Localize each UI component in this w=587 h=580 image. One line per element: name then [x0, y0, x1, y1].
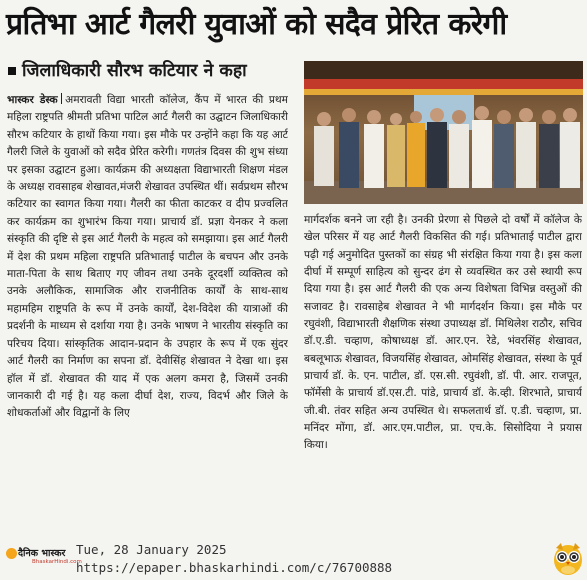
article-body-right-column: मार्गदर्शक बनने जा रही है। उनकी प्रेरणा से पिछले दो वर्षों में कॉलेज के खेल परिसर में यह आर्ट गैलरी विकसित की गई। प्रतिभाताई पाटील द्वारा पढ़ी गई अनुमोदित पुस्तकों का संग्रह भी संरक्षित किया गया है। इस कला दीर्घा में सम्पूर्ण साहित्य को सुन्दर ढंग से व्यवस्थित कर उसे स्थायी रूप दिया गया है। इस आर्ट गैलरी की एक अन्य विशेषता विभिन्न वस्तुओं की सजावट है। रावसाहेब शेखावत ने भी मार्गदर्शन किया। इस मौके पर रघुवंशी, विद्याभारती शैक्षणिक संस्था उपाध्यक्ष डॉ. मिथिलेश राठौर, सचिव डॉ.ए.डी. चव्हाण, कोषाध्यक्ष डॉ. आर.एन. रेडे, भंवरसिंह शेखावत, बबलूभाऊ शेखावत, विजयसिंह शेखावत, ओमसिंह शेखावत, संस्था के पूर्व प्राचार्य डॉ. के. एन. पाटील, डॉ. एस.सी. रघुवंशी, डॉ. पी. आर. राजपूत, फॉर्मेसी के प्राचार्य डॉ.एस.टी. पांडे, प्राचार्य डॉ. के.व्ही. शिरभाते, प्राचार्य जी.बी. तंवर सहित अन्य उपस्थित थे। सफलतार्थ डॉ. ए.डी. चव्हाण, प्रा. मनिंदर मोंगा, डॉ. आर.एम.पाटील, प्रा. एच.के. सिसोदिया ने प्रयास किया। [304, 214, 582, 452]
article-headline: प्रतिभा आर्ट गैलरी युवाओं को सदैव प्रेरित करेगी [6, 7, 507, 42]
dainik-bhaskar-logo[interactable] [6, 542, 82, 572]
footer-info [76, 541, 392, 577]
group-photo-image [304, 61, 583, 204]
article-subheadline [8, 58, 298, 84]
logo-text: दैनिक भास्कर [18, 548, 66, 559]
logo-subtext: BhaskarHindi.com [32, 559, 82, 565]
owl-mascot-icon [551, 540, 585, 576]
article-body-left-column [7, 92, 288, 532]
dateline-separator [61, 93, 63, 104]
body-text-left: अमरावती विद्या भारती कॉलेज, कैंप में भारत की प्रथम महिला राष्ट्रपति श्रीमती प्रतिभा पाटिल आर्ट गैलरी का उद्घाटन जिलाधिकारी सौरभ कटियार के हाथों किया गया। इस मौके पर उन्होंने कहा कि यह आर्ट गैलरी जिले के युवाओं को सदैव प्रेरित करेगी। गणतंत्र दिवस की शुभ संध्या पर इसका उद्घाटन हुआ। कार्यक्रम की अध्यक्षता विद्याभारती शिक्षण मंडल के अध्यक्ष रावसाहब शेखावत,मंजरी शेखावत उपस्थित थीं। सर्वप्रथम सौरभ कटियार का स्वागत किया गया। गैलरी का फीता काटकर व दीप प्रज्वलित कर कार्यक्रम का शुभारंभ किया गया। प्राचार्य डॉ. प्रज्ञा येनकर ने कला संस्कृति की दृष्टि से इस आर्ट गैलरी के महत्व को समझाया। इस आर्ट गैलरी में देश की प्रथम महिला राष्ट्रपति प्रतिभाताई पाटील के बचपन और उनके माता-पिता के साथ बिताए गए जीवन तथा उनके दूरदर्शी व्यक्तित्व को उनके अलौकिक, सामाजिक और राजनीतिक कार्यों के साथ-साथ महामहिम राष्ट्रपति के रूप में उनके कार्यों, देश-विदेश की यात्राओं की प्रदर्शनी के माध्यम से दर्शाया गया है। उनके भाषण ने भारतीय संस्कृति का परिचय दिया। सांस्कृतिक आदान-प्रदान के उपहार के रूप में एक सुंदर आर्ट गैलरी का निर्माण का सपना डॉ. देवीसिंह शेखावत ने देखा था। इस हॉल में डॉ. शेखावत की याद में एक अलग कमरा है, जिसमें उनकी जानकारी दी गई है। यह कला दीर्घा देश, राज्य, विदर्भ और जिले के शोधकर्ताओं और विद्वानों के लिए [7, 94, 288, 420]
epaper-url[interactable]: https://epaper.bhaskarhindi.com/c/76700888 [76, 560, 393, 575]
dateline: भास्कर डेस्क [7, 94, 58, 106]
edition-date: Tue, 28 January 2025 [76, 542, 227, 557]
sun-logo-icon [6, 548, 17, 559]
square-bullet-icon [8, 67, 16, 75]
footer-bar [0, 540, 587, 578]
subheadline-text: जिलाधिकारी सौरभ कटियार ने कहा [22, 61, 247, 81]
